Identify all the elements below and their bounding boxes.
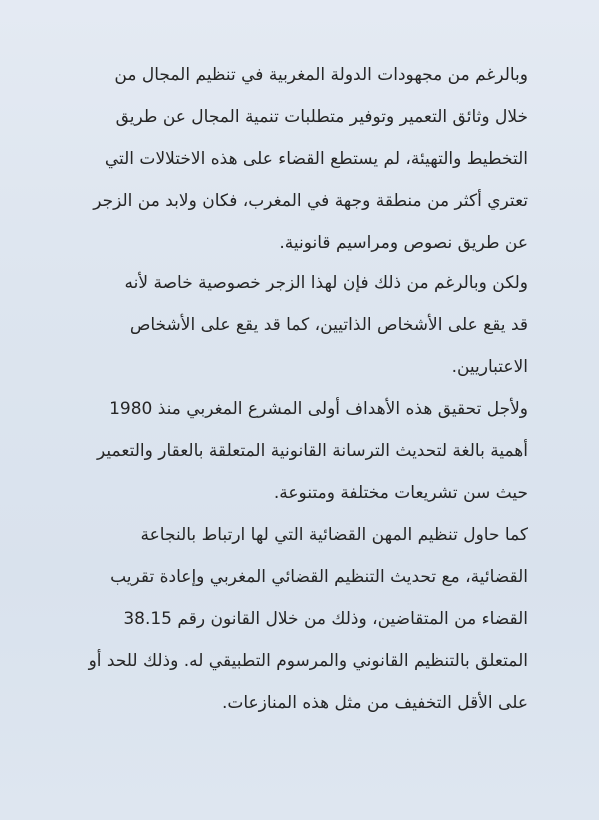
text-line: حيث سن تشريعات مختلفة ومتنوعة. [273,483,528,503]
text-line: كما حاول تنظيم المهن القضائية التي لها ارتباط بالنجاعة [140,525,528,545]
text-line: عن طريق نصوص ومراسيم قانونية. [279,233,528,253]
paragraph-legislation-1980 [70,388,528,514]
text-line: القضائية، مع تحديث التنظيم القضائي المغربي وإعادة تقريب [110,567,528,587]
text-line: المتعلق بالتنظيم القانوني والمرسوم التطبيقي له. وذلك للحد أو [88,651,528,671]
text-line: القضاء من المتقاضين، وذلك من خلال القانون رقم 38.15 [123,609,528,629]
text-line: تعتري أكثر من منطقة وجهة في المغرب، فكان ولابد من الزجر [93,191,528,211]
text-line: قد يقع على الأشخاص الذاتيين، كما قد يقع على الأشخاص [129,315,528,335]
text-line: خلال وثائق التعمير وتوفير متطلبات تنمية المجال عن طريق [115,107,528,127]
paragraph-urban-planning-efforts [70,54,528,264]
text-line: التخطيط والتهيئة، لم يستطع القضاء على هذه الاختلالات التي [104,149,528,169]
paragraph-judicial-organization [70,514,528,724]
text-line: أهمية بالغة لتحديث الترسانة القانونية المتعلقة بالعقار والتعمير [97,441,528,461]
paragraph-deterrence-persons [70,262,528,388]
text-line: ولأجل تحقيق هذه الأهداف أولى المشرع المغربي منذ 1980 [109,399,528,419]
text-line: وبالرغم من مجهودات الدولة المغربية في تنظيم المجال من [114,65,528,85]
text-line: ولكن وبالرغم من ذلك فإن لهذا الزجر خصوصية خاصة لأنه [124,273,528,293]
text-line: على الأقل التخفيف من مثل هذه المنازعات. [221,693,528,713]
text-line: الاعتباريين. [451,357,528,377]
